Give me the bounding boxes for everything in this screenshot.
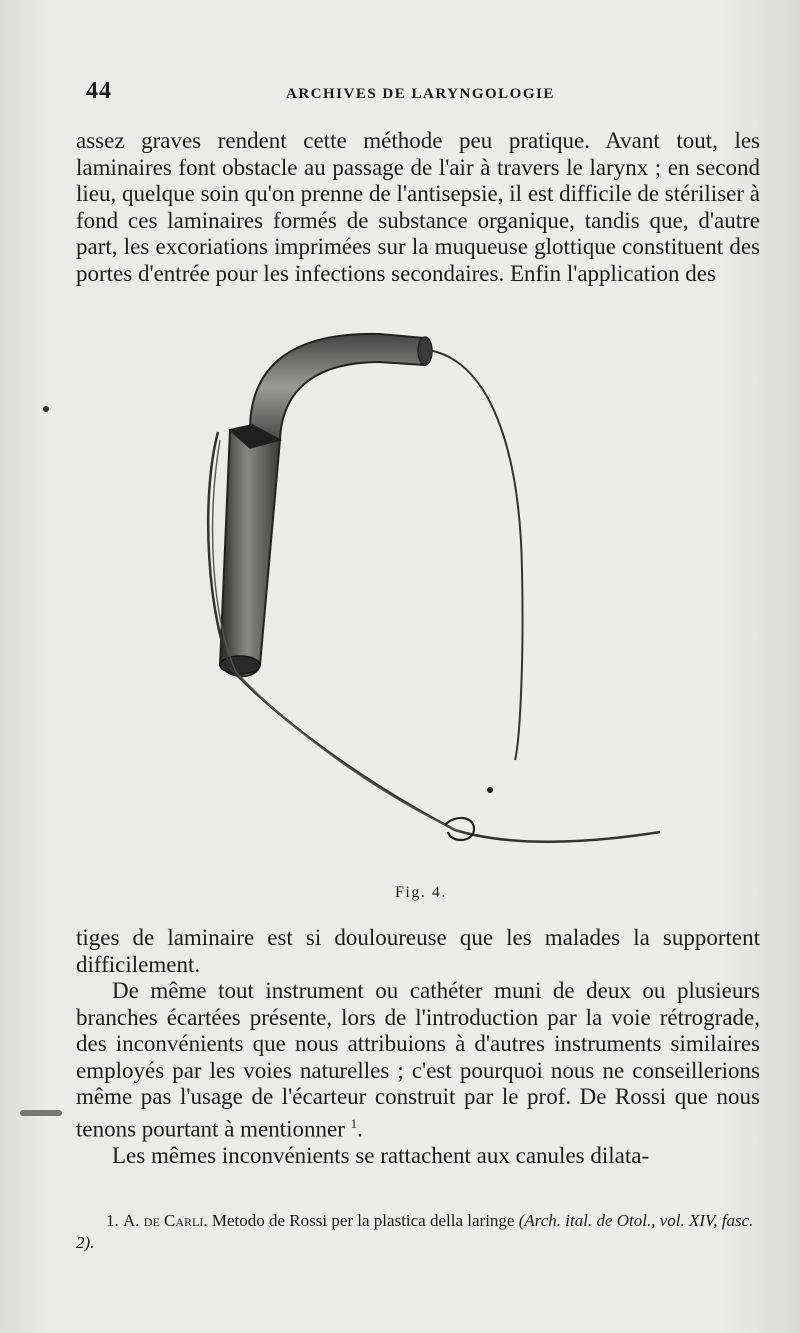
footnote-citation: (Arch. ital. de Otol., vol. XIV, fasc. 2).	[76, 1211, 754, 1252]
footnote-author: A. de Carli.	[123, 1211, 208, 1230]
page-number: 44	[86, 78, 112, 104]
cannula-curve	[250, 334, 425, 440]
cannula-shaft	[220, 425, 280, 676]
footnote	[76, 1210, 766, 1254]
footnote-number: 1.	[106, 1211, 119, 1230]
figure-4-illustration	[190, 320, 670, 860]
footnote-text	[76, 1210, 766, 1254]
running-title: ARCHIVES DE LARYNGOLOGIE	[286, 86, 555, 102]
margin-mark	[20, 1110, 62, 1116]
footnote-marker: 1	[350, 1115, 358, 1131]
paragraph-top-text: assez graves rendent cette méthode peu pratique. Avant tout, les laminaires font obstacle au passage de l'air à travers le larynx ; en second lieu, quelque soin qu'on prenne de l'antisepsie, il est difficile de stériliser à fond ces laminaires formés de substance organique, tandis que, d'autre part, les excoriations imprimées sur la muqueuse glottique constituent des portes d'entrée pour les infections secondaires. Enfin l'application des	[76, 128, 760, 286]
thread-loop	[428, 350, 523, 760]
paragraph-canules: Les mêmes inconvénients se rattachent aux canules dilata-	[112, 1142, 650, 1168]
footnote-title: Metodo de Rossi per la plastica della laringe	[211, 1211, 515, 1230]
figure-caption: Fig. 4.	[395, 884, 447, 901]
ink-dot	[43, 406, 49, 412]
paragraph-instruments: De même tout instrument ou cathéter muni de deux ou plusieurs branches écartées présente, lors de l'introduction par la voie rétrograde, des inconvénients que nous attribuions à d'autres instruments similaires employés par les voies naturelles ; c'est pourquoi nous ne conseillerions même pas l'usage de l'écarteur construit par le prof. De Rossi que nous tenons pourtant à mentionner $^1$.	[76, 978, 760, 1142]
paragraph-instruments-text: De même tout instrument ou cathéter muni de deux ou plusieurs branches écartées présente, lors de l'introduction par la voie rétrograde, des inconvénients que nous attribuions à d'autres instruments similaires employés par les voies naturelles ; c'est pourquoi nous ne conseillerions même pas l'usage de l'écarteur construit par le prof. De Rossi que nous tenons pourtant à mentionner	[76, 978, 760, 1142]
paragraph-bottom	[76, 925, 760, 1169]
page-header	[86, 78, 756, 108]
thread-knot	[445, 818, 474, 840]
paragraph-continuation: tiges de laminaire est si douloureuse que les malades la supportent difficilement.	[76, 925, 760, 977]
paragraph-top	[76, 128, 760, 287]
